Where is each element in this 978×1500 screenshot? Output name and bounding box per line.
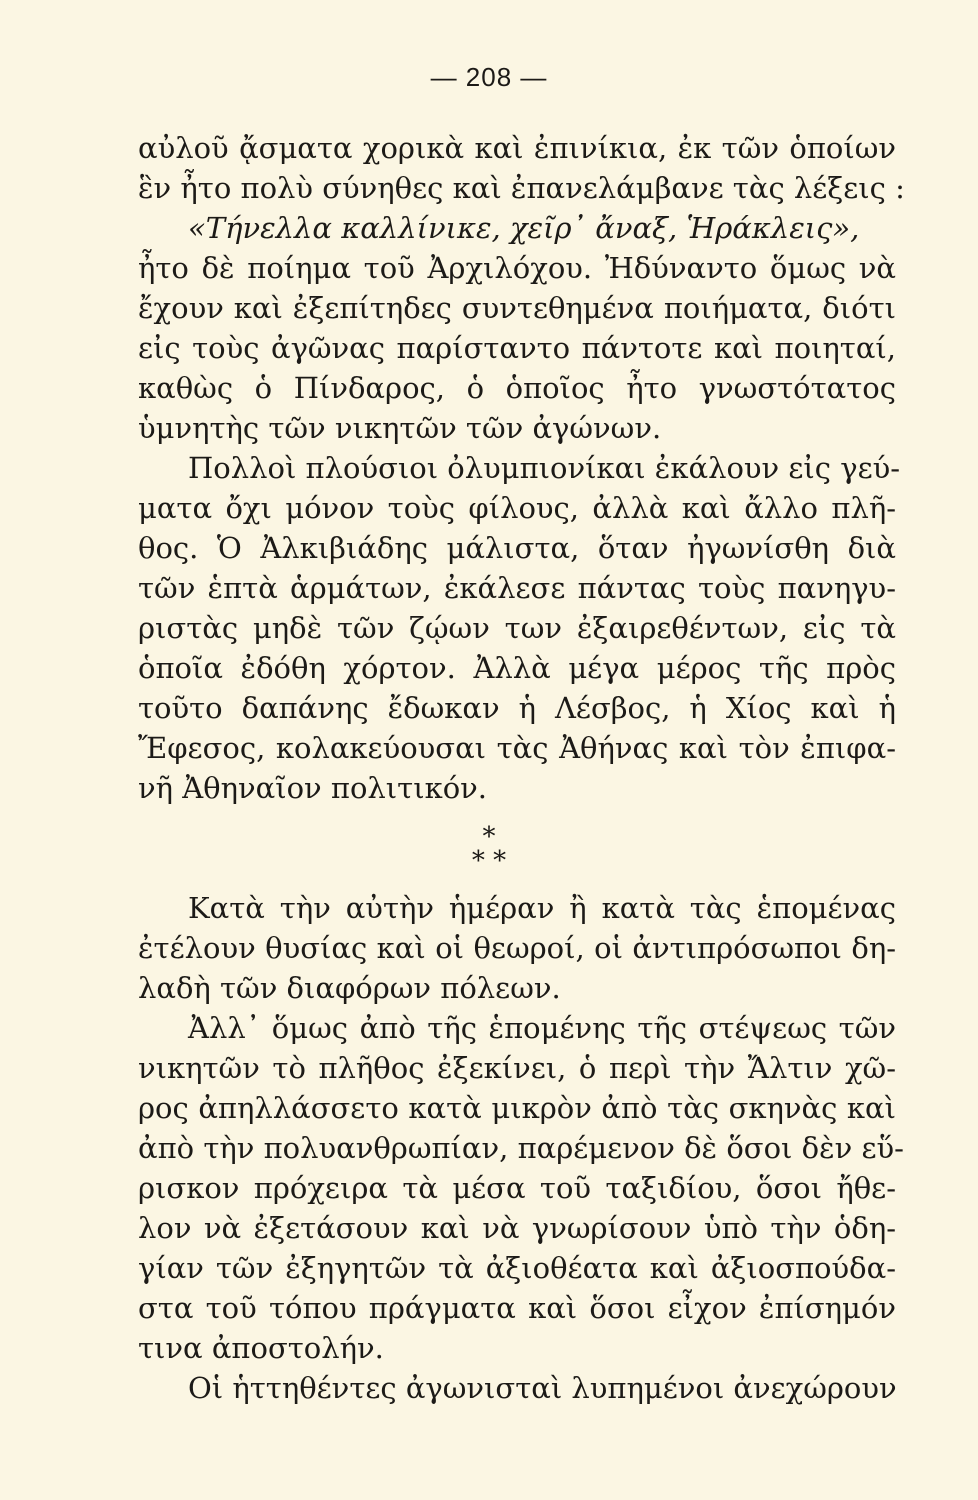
text-line: Οἱ ἡττηθέντες ἀγωνισταὶ λυπημένοι ἀνεχώρουν [188,1371,897,1405]
text-line: θος. Ὁ Ἀλκιβιάδης μάλιστα, ὅταν ἠγωνίσθη διὰ [138,531,896,565]
text-line: ριστὰς μηδὲ τῶν ζῴων των ἐξαιρεθέντων, εἰς τὰ [138,611,896,645]
text-line: νικητῶν τὸ πλῆθος ἐξεκίνει, ὁ περὶ τὴν Ἄλτιν χῶ- [138,1051,896,1085]
text-line: ἦτο δὲ ποίημα τοῦ Ἀρχιλόχου. Ἠδύναντο ὅμως νὰ [138,251,896,285]
text-line: ἀπὸ τὴν πολυανθρωπίαν, παρέμενον δὲ ὅσοι δὲν εὕ- [138,1131,904,1165]
text-line: ρος ἀπηλλάσσετο κατὰ μικρὸν ἀπὸ τὰς σκηνὰς καὶ [138,1091,896,1125]
text-line: ἔχουν καὶ ἐξεπίτηδες συντεθημένα ποιήματα, διότι [138,291,896,325]
text-line: τοῦτο δαπάνης ἔδωκαν ἡ Λέσβος, ἡ Χίος καὶ ἡ [138,691,896,725]
section-separator-top: * [482,822,496,852]
text-line: τινα ἀποστολήν. [138,1331,384,1365]
text-line: Ἀλλ᾽ ὅμως ἀπὸ τῆς ἑπομένης τῆς στέψεως τῶν [188,1011,896,1045]
text-line: ἐτέλουν θυσίας καὶ οἱ θεωροί, οἱ ἀντιπρόσωποι δη- [138,931,896,965]
text-line: γίαν τῶν ἐξηγητῶν τὰ ἀξιοθέατα καὶ ἀξιοσπούδα- [138,1251,896,1285]
text-line: ἓν ἦτο πολὺ σύνηθες καὶ ἐπανελάμβανε τὰς λέξεις : [138,171,905,205]
text-line: λαδὴ τῶν διαφόρων πόλεων. [138,971,561,1005]
text-line: ρισκον πρόχειρα τὰ μέσα τοῦ ταξιδίου, ὅσοι ἤθε- [138,1171,896,1205]
text-line: τῶν ἑπτὰ ἁρμάτων, ἐκάλεσε πάντας τοὺς πανηγυ- [138,571,896,605]
text-line: εἰς τοὺς ἀγῶνας παρίσταντο πάντοτε καὶ ποιηταί, [138,331,896,365]
text-line: ὁποῖα ἐδόθη χόρτον. Ἀλλὰ μέγα μέρος τῆς πρὸς [138,651,896,685]
text-line: νῆ Ἀθηναῖον πολιτικόν. [138,771,488,805]
text-line: ματα ὄχι μόνον τοὺς φίλους, ἀλλὰ καὶ ἄλλο πλῆ- [138,491,896,525]
text-line: λον νὰ ἐξετάσουν καὶ νὰ γνωρίσουν ὑπὸ τὴν ὁδη- [138,1211,896,1245]
text-line: Πολλοὶ πλούσιοι ὀλυμπιονίκαι ἐκάλουν εἰς γεύ- [188,451,901,485]
text-line: αὐλοῦ ᾄσματα χορικὰ καὶ ἐπινίκια, ἐκ τῶν ὁποίων [138,131,896,165]
page-number: — 208 — [430,62,548,92]
text-line: στα τοῦ τόπου πράγματα καὶ ὅσοι εἶχον ἐπίσημόν [138,1291,896,1325]
text-line: Ἔφεσος, κολακεύουσαι τὰς Ἀθήνας καὶ τὸν ἐπιφα- [138,731,896,765]
text-line: ὑμνητὴς τῶν νικητῶν τῶν ἀγώνων. [138,411,662,445]
text-line: καθὼς ὁ Πίνδαρος, ὁ ὁποῖος ἦτο γνωστότατος [138,371,896,405]
section-separator-bottom: * * [471,846,507,876]
text-line: «Τήνελλα καλλίνικε, χεῖρ᾽ ἄναξ, Ἡράκλεις», [188,211,860,245]
text-line: Κατὰ τὴν αὐτὴν ἡμέραν ἢ κατὰ τὰς ἑπομένας [188,891,896,925]
